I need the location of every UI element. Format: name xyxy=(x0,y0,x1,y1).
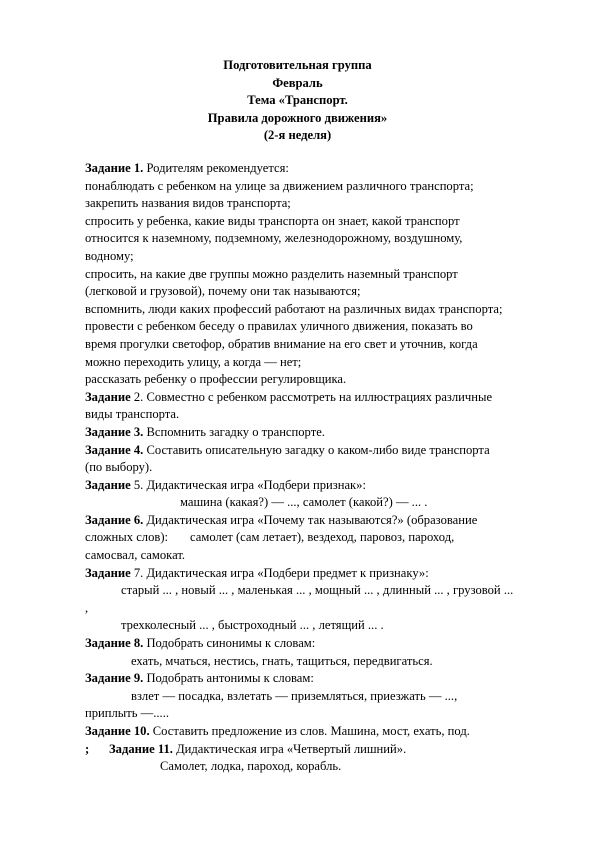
task-7-example-comma: , xyxy=(85,600,89,615)
task-label: Задание 1. xyxy=(85,161,144,175)
task-1-line: можно переходить улицу, а когда — нет; xyxy=(85,354,302,369)
task-text: Дидактическая игра «Четвертый лишний». xyxy=(172,741,407,756)
task-1-line: водному; xyxy=(85,248,134,263)
task-4 xyxy=(85,442,555,460)
task-9-example: взлет — посадка, взлетать — приземляться, приезжать — ..., xyxy=(131,688,458,703)
task-4-cont: (по выбору). xyxy=(85,460,153,475)
task-6-cont2: самосвал, самокат. xyxy=(85,548,186,563)
task-7-example-2: трехколесный ... , быстроходный ... , летящий ... . xyxy=(121,618,384,633)
task-text: Подобрать антонимы к словам: xyxy=(143,671,314,686)
task-label: Задание 4. xyxy=(85,442,144,457)
header-month: Февраль xyxy=(272,75,323,90)
task-label: Задание xyxy=(85,477,131,492)
task-1-line: спросить, на какие две группы можно разделить наземный транспорт xyxy=(85,266,458,281)
header-week: (2-я неделя) xyxy=(263,128,332,143)
task-6-cont xyxy=(85,529,555,547)
task-8 xyxy=(85,635,555,653)
task-6 xyxy=(85,512,555,530)
task-label: Задание 10. xyxy=(85,724,150,738)
task-3 xyxy=(85,424,555,442)
task-text: Дидактическая игра «Почему так называются?» (образование xyxy=(143,512,478,527)
task-11 xyxy=(85,741,555,759)
task-1-line: (легковой и грузовой), почему они так называются; xyxy=(85,284,361,299)
task-7-example: старый ... , новый ... , маленькая ... , мощный ... , длинный ... , грузовой ... xyxy=(121,583,514,598)
task-1-line: относится к наземному, подземному, железнодорожному, воздушному, xyxy=(85,231,463,246)
task-2-cont: виды транспорта. xyxy=(85,407,180,422)
header-topic-cont: Правила дорожного движения» xyxy=(207,110,388,125)
task-text: 5. Дидактическая игра «Подбери признак»: xyxy=(130,477,366,492)
task-label: Задание 9. xyxy=(85,671,144,686)
task-10 xyxy=(85,723,555,741)
task-1-line: спросить у ребенка, какие виды транспорта он знает, какой транспорт xyxy=(85,213,460,228)
task-1-line: понаблюдать с ребенком на улице за движением различного транспорта; xyxy=(85,178,474,193)
task-5 xyxy=(85,477,555,495)
task-text: 7. Дидактическая игра «Подбери предмет к признаку»: xyxy=(130,565,429,580)
task-1-line: закрепить названия видов транспорта; xyxy=(85,196,291,211)
task-text: 2. Совместно с ребенком рассмотреть на иллюстрациях различные xyxy=(130,389,493,404)
task-9 xyxy=(85,670,555,688)
document-header xyxy=(0,57,595,145)
task-8-example: ехать, мчаться, нестись, гнать, тащиться, передвигаться. xyxy=(131,653,433,668)
task-list xyxy=(85,160,555,776)
task-11-example: Самолет, лодка, пароход, корабль. xyxy=(160,759,342,774)
task-6-cont-a: сложных слов): xyxy=(85,530,169,545)
task-label: Задание 11. xyxy=(109,741,173,756)
task-1-line: провести с ребенком беседу о правилах уличного движения, показать во xyxy=(85,319,473,334)
task-6-cont-b: самолет (сам летает), вездеход, паровоз, пароход, xyxy=(190,530,455,545)
task-label: Задание xyxy=(85,389,131,404)
task-label: Задание xyxy=(85,565,131,580)
task-5-example: машина (какая?) — ..., самолет (какой?) — ... . xyxy=(180,495,428,510)
task-1-line: рассказать ребенку о профессии регулировщика. xyxy=(85,372,347,387)
task-7 xyxy=(85,565,555,583)
task-text: Составить предложение из слов. Машина, мост, ехать, под. xyxy=(149,724,470,738)
task-label: Задание 6. xyxy=(85,512,144,527)
task-1-line: время прогулки светофор, обратив внимание на его свет и уточнив, когда xyxy=(85,336,478,351)
task-text: Родителям рекомендуется: xyxy=(143,161,289,175)
task-1-line: вспомнить, люди каких профессий работают на различных видах транспорта; xyxy=(85,301,503,316)
task-1 xyxy=(85,160,555,178)
task-2 xyxy=(85,389,555,407)
task-label: Задание 3. xyxy=(85,424,144,439)
task-11-prefix: ; xyxy=(85,741,90,756)
task-text: Подобрать синонимы к словам: xyxy=(143,636,316,651)
header-group: Подготовительная группа xyxy=(223,58,372,72)
task-9-example-2: приплыть —..... xyxy=(85,706,169,721)
task-label: Задание 8. xyxy=(85,636,144,651)
task-text: Составить описательную загадку о каком-либо виде транспорта xyxy=(143,442,490,457)
task-text: Вспомнить загадку о транспорте. xyxy=(143,424,325,439)
header-topic: Тема «Транспорт. xyxy=(247,93,348,108)
